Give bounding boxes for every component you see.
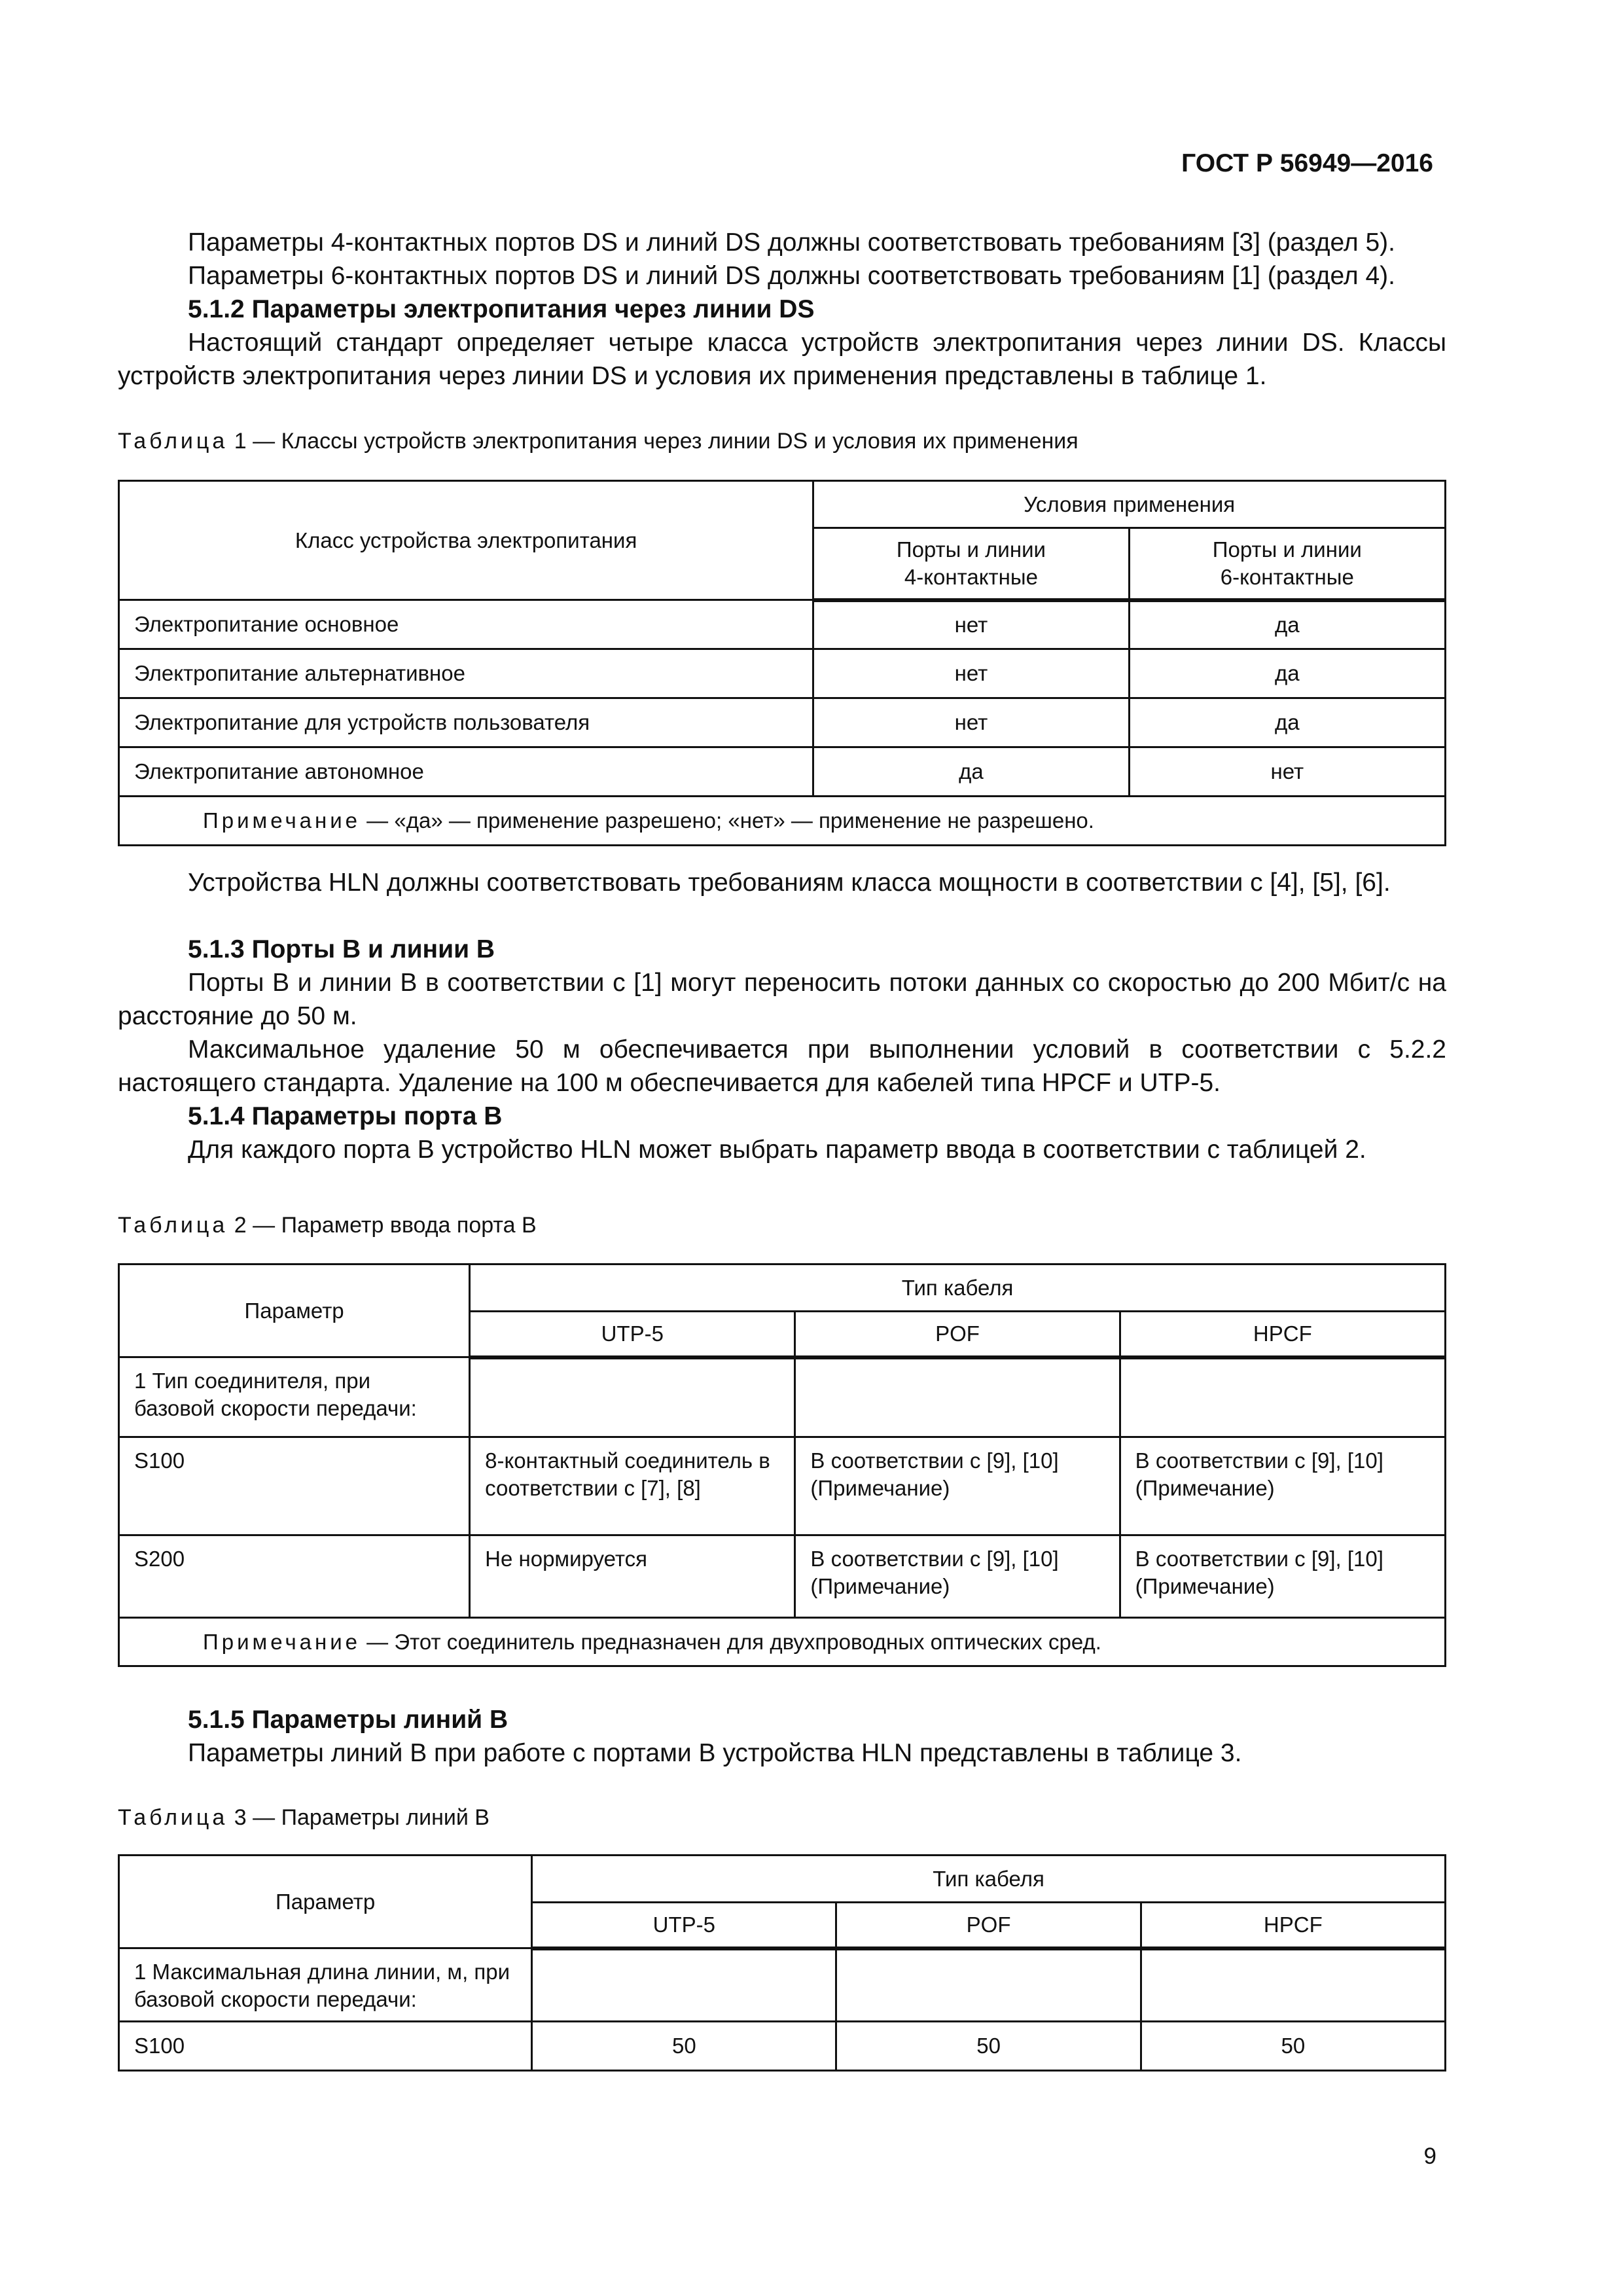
table-cell: Электропитание для устройств пользователя <box>119 698 813 747</box>
table-cell: 8-контактный соединитель в соответствии с [7], [8] <box>470 1437 795 1535</box>
paragraph: Для каждого порта B устройство HLN может выбрать параметр ввода в соответствии с таблицей 2. <box>188 1136 1366 1164</box>
paragraph: Параметры 6-контактных портов DS и линий DS должны соответствовать требованиям [1] (раздел 4). <box>188 262 1395 290</box>
table-header-cell: Класс устройства электропитания <box>119 481 813 600</box>
table-header-cell: UTP-5 <box>470 1312 795 1357</box>
table-cell <box>1141 1948 1445 2022</box>
note-label: Примечание <box>203 808 361 833</box>
table-header-cell: UTP-5 <box>532 1903 836 1948</box>
table-header-cell: HPCF <box>1120 1312 1445 1357</box>
table-caption-2 <box>118 1211 537 1240</box>
table-cell: да <box>813 747 1129 797</box>
table-cell: S200 <box>119 1535 470 1618</box>
section-heading-5-1-4: 5.1.4 Параметры порта B <box>188 1102 503 1130</box>
caption-text: 2 — Параметр ввода порта B <box>234 1213 537 1238</box>
table-cell: да <box>1129 698 1445 747</box>
table-header-cell: Порты и линии 4-контактные <box>813 528 1129 600</box>
table-cell: да <box>1129 649 1445 698</box>
caption-label: Таблица <box>118 429 228 454</box>
table-caption-1 <box>118 427 1079 456</box>
table-row <box>119 600 1446 649</box>
table-caption-3 <box>118 1803 490 1832</box>
document-id: ГОСТ Р 56949—2016 <box>1181 149 1433 177</box>
table-cell: В соответствии с [9], [10] (Примечание) <box>1120 1535 1445 1618</box>
caption-text: 1 — Классы устройств электропитания через линии DS и условия их применения <box>234 429 1079 454</box>
table-row <box>119 747 1446 797</box>
table-cell: да <box>1129 600 1445 649</box>
section-heading-5-1-3: 5.1.3 Порты B и линии B <box>188 935 495 963</box>
table-row <box>119 649 1446 698</box>
table-cell: В соответствии с [9], [10] (Примечание) <box>795 1437 1120 1535</box>
table-cell: 50 <box>532 2022 836 2071</box>
table-row <box>119 1357 1446 1437</box>
paragraph: Параметры линий B при работе с портами B устройства HLN представлены в таблице 3. <box>188 1739 1242 1767</box>
note-label: Примечание <box>203 1629 361 1654</box>
table-cell: Электропитание автономное <box>119 747 813 797</box>
table-cell: нет <box>1129 747 1445 797</box>
table-header-cell: Тип кабеля <box>470 1265 1446 1312</box>
table-cell <box>1120 1357 1445 1437</box>
table-header-cell: Тип кабеля <box>532 1856 1446 1903</box>
paragraph: Устройства HLN должны соответствовать требованиям класса мощности в соответствии с [4], [5], [6]. <box>188 869 1391 897</box>
table-cell: нет <box>813 600 1129 649</box>
table-header-cell: HPCF <box>1141 1903 1445 1948</box>
table-cell: 1 Максимальная длина линии, м, при базовой скорости передачи: <box>119 1948 532 2022</box>
paragraph: Максимальное удаление 50 м обеспечивается при выполнении условий в соответствии с 5.2.2 настоящего стандарта. Удаление на 100 м обеспечивается для кабелей типа HPCF и UTP-5. <box>118 1035 1446 1097</box>
table-cell <box>795 1357 1120 1437</box>
table-note <box>119 1618 1446 1666</box>
table-row <box>119 1948 1446 2022</box>
table-cell: 1 Тип соединителя, при базовой скорости передачи: <box>119 1357 470 1437</box>
table-row <box>119 1535 1446 1618</box>
table-cell: S100 <box>119 1437 470 1535</box>
table-cell: В соответствии с [9], [10] (Примечание) <box>1120 1437 1445 1535</box>
table-cell: нет <box>813 698 1129 747</box>
table-cell: Не нормируется <box>470 1535 795 1618</box>
note-text: — «да» — применение разрешено; «нет» — применение не разрешено. <box>361 808 1094 833</box>
table-cell: В соответствии с [9], [10] (Примечание) <box>795 1535 1120 1618</box>
table-cell <box>470 1357 795 1437</box>
table-row <box>119 1437 1446 1535</box>
note-text: — Этот соединитель предназначен для двухпроводных оптических сред. <box>361 1629 1101 1654</box>
table-cell <box>532 1948 836 2022</box>
paragraph: Параметры 4-контактных портов DS и линий DS должны соответствовать требованиям [3] (раздел 5). <box>188 228 1395 257</box>
table-cell: Электропитание альтернативное <box>119 649 813 698</box>
caption-text: 3 — Параметры линий B <box>234 1805 490 1830</box>
table-3 <box>118 1854 1446 2072</box>
table-header-cell: Условия применения <box>813 481 1446 528</box>
table-2 <box>118 1263 1446 1667</box>
paragraph: Настоящий стандарт определяет четыре класса устройств электропитания через линии DS. Классы устройств электропитания через линии DS и условия их применения представлены в таблице 1. <box>118 329 1446 390</box>
paragraph: Порты B и линии B в соответствии с [1] могут переносить потоки данных со скоростью до 200 Мбит/с на расстояние до 50 м. <box>118 969 1446 1030</box>
table-cell: S100 <box>119 2022 532 2071</box>
table-cell: 50 <box>1141 2022 1445 2071</box>
page-number: 9 <box>1423 2144 1436 2169</box>
table-cell: Электропитание основное <box>119 600 813 649</box>
table-header-cell: Параметр <box>119 1265 470 1357</box>
caption-label: Таблица <box>118 1805 228 1830</box>
table-header-cell: POF <box>795 1312 1120 1357</box>
table-cell: нет <box>813 649 1129 698</box>
table-1 <box>118 480 1446 846</box>
section-heading-5-1-2: 5.1.2 Параметры электропитания через линии DS <box>188 295 815 323</box>
table-header-cell: POF <box>836 1903 1141 1948</box>
table-cell <box>836 1948 1141 2022</box>
table-cell: 50 <box>836 2022 1141 2071</box>
table-header-cell: Параметр <box>119 1856 532 1948</box>
section-heading-5-1-5: 5.1.5 Параметры линий B <box>188 1706 508 1734</box>
caption-label: Таблица <box>118 1213 228 1238</box>
table-row <box>119 698 1446 747</box>
table-note <box>119 797 1446 846</box>
table-header-cell: Порты и линии 6-контактные <box>1129 528 1445 600</box>
table-row <box>119 2022 1446 2071</box>
